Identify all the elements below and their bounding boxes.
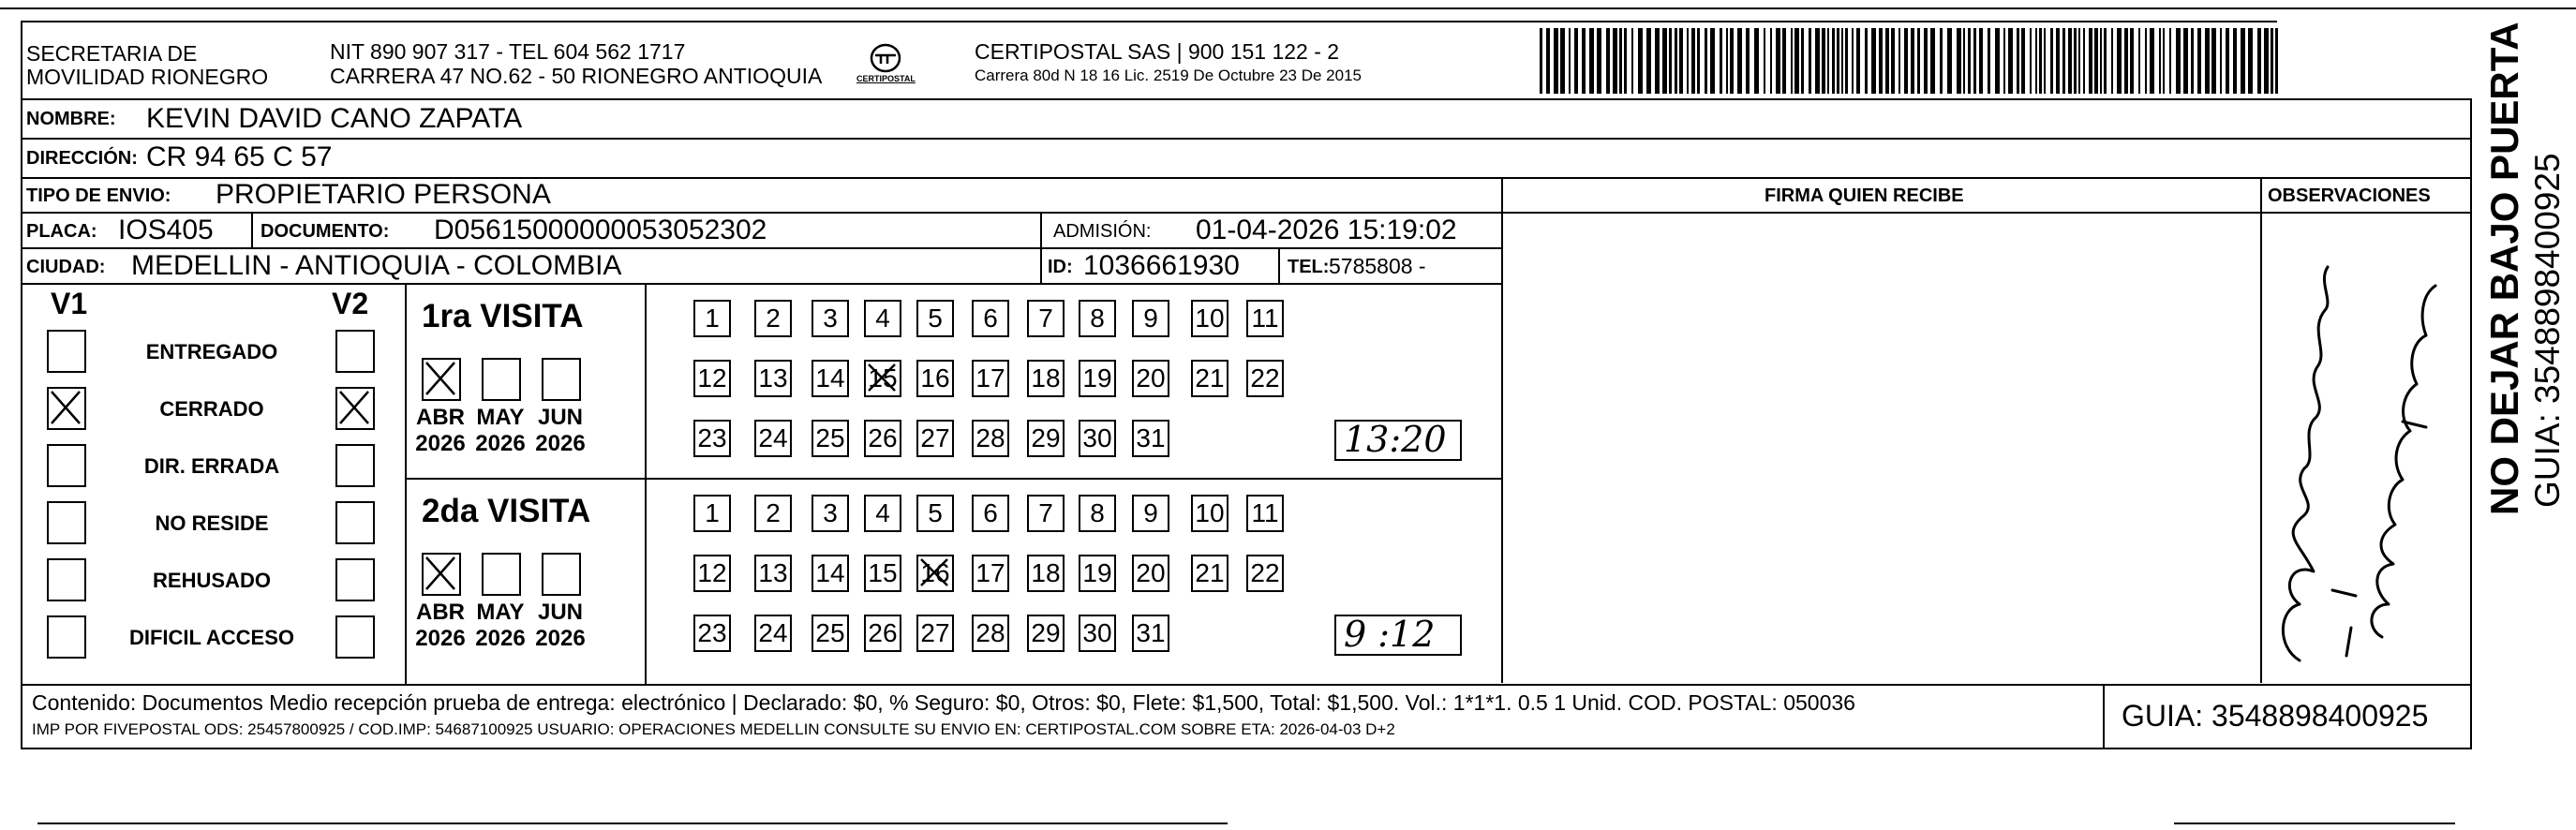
barcode-bar xyxy=(2089,28,2092,94)
v2-checkbox[interactable] xyxy=(335,444,375,487)
barcode-bar xyxy=(1560,28,1565,94)
day-cell[interactable]: 8 xyxy=(1079,300,1116,337)
reason-label: ENTREGADO xyxy=(145,340,278,363)
barcode-bar xyxy=(2008,28,2013,94)
barcode-bar xyxy=(2068,28,2072,94)
day-cell[interactable]: 30 xyxy=(1079,615,1116,652)
barcode-bar xyxy=(1791,28,1793,94)
footer-guia: GUIA: 3548898400925 xyxy=(2122,699,2429,733)
month-checkbox[interactable] xyxy=(422,358,461,401)
day-cell[interactable]: 26 xyxy=(864,615,901,652)
month-year: 2026 xyxy=(475,431,526,456)
month-year: 2026 xyxy=(475,626,526,651)
v2-checkbox[interactable] xyxy=(335,330,375,373)
footer-guia-divider xyxy=(2103,684,2105,749)
visit-title: 2da VISITA xyxy=(422,493,591,529)
day-cell[interactable]: 25 xyxy=(812,615,849,652)
barcode-bar xyxy=(1589,28,1594,94)
barcode-bar xyxy=(1995,28,2000,94)
barcode-bar xyxy=(2100,28,2102,94)
day-cell[interactable]: 5 xyxy=(916,495,954,532)
barcode-bar xyxy=(2211,28,2216,94)
ciudad-label: CIUDAD: xyxy=(26,257,106,277)
row-rule-4 xyxy=(21,212,1501,214)
day-cell[interactable]: 24 xyxy=(754,420,792,457)
barcode-bar xyxy=(1691,28,1695,94)
barcode-bar xyxy=(1815,28,1820,94)
day-cell[interactable]: 19 xyxy=(1079,555,1116,592)
day-cell[interactable]: 21 xyxy=(1191,555,1228,592)
day-cell[interactable]: 13 xyxy=(754,555,792,592)
barcode-bar xyxy=(2039,28,2042,94)
barcode-bar xyxy=(1776,28,1780,94)
v1-checkbox[interactable] xyxy=(47,615,86,659)
day-cell[interactable]: 19 xyxy=(1079,360,1116,397)
month-name: MAY xyxy=(476,600,525,625)
month-checkbox[interactable] xyxy=(542,358,581,401)
barcode-bar xyxy=(1574,28,1578,94)
barcode-bar xyxy=(2197,28,2201,94)
visit-title: 1ra VISITA xyxy=(422,298,584,334)
day-cell[interactable]: 28 xyxy=(972,420,1009,457)
frame-right xyxy=(2470,98,2472,749)
reason-label: DIFICIL ACCESO xyxy=(128,626,294,649)
barcode-bar xyxy=(1940,28,1943,94)
nit-line: NIT 890 907 317 - TEL 604 562 1717 xyxy=(330,39,686,64)
barcode-bar xyxy=(1675,28,1677,94)
barcode-bar xyxy=(1841,28,1843,94)
barcode-bar xyxy=(1782,28,1786,94)
barcode-bar xyxy=(1687,28,1689,94)
barcode-bar xyxy=(1710,28,1715,94)
day-cell[interactable]: 8 xyxy=(1079,495,1116,532)
barcode-bar xyxy=(1655,28,1660,94)
barcode-bar xyxy=(1764,28,1765,94)
nombre-value: KEVIN DAVID CANO ZAPATA xyxy=(146,103,523,134)
v1-checkbox[interactable] xyxy=(47,501,86,544)
month-year: 2026 xyxy=(535,431,586,456)
v2-checkbox[interactable] xyxy=(335,615,375,659)
day-cell[interactable]: 23 xyxy=(693,615,731,652)
barcode-bar xyxy=(2169,28,2171,94)
month-checkbox[interactable] xyxy=(482,553,521,596)
barcode-bar xyxy=(2030,28,2032,94)
day-cell[interactable]: 28 xyxy=(972,615,1009,652)
v2-label: V2 xyxy=(332,287,369,320)
barcode-bar xyxy=(2191,28,2194,94)
firma-left-border xyxy=(1501,177,1503,683)
barcode-bar xyxy=(1891,28,1895,94)
barcode-bar xyxy=(1662,28,1667,94)
day-cell[interactable]: 12 xyxy=(693,360,731,397)
no-dejar-bajo-puerta: NO DEJAR BAJO PUERTA xyxy=(2482,22,2526,515)
address-line: CARRERA 47 NO.62 - 50 RIONEGRO ANTIOQUIA xyxy=(330,64,823,88)
company-sub: Carrera 80d N 18 16 Lic. 2519 De Octubre 23 De 2015 xyxy=(975,67,1362,84)
tipo-value: PROPIETARIO PERSONA xyxy=(216,179,551,210)
day-cell[interactable]: 29 xyxy=(1027,420,1065,457)
barcode-bar xyxy=(2241,28,2245,94)
barcode-bar xyxy=(1794,28,1799,94)
day-cell[interactable]: 6 xyxy=(972,495,1009,532)
day-cross-mark xyxy=(866,362,900,395)
placa-value: IOS405 xyxy=(118,215,214,245)
admision-divider xyxy=(1040,212,1042,283)
barcode-bar xyxy=(2183,28,2188,94)
barcode-bar xyxy=(2145,28,2147,94)
v1-checkbox[interactable] xyxy=(47,387,86,430)
month-name: ABR xyxy=(416,600,465,625)
barcode-bar xyxy=(1638,28,1643,94)
day-cell[interactable]: 16 xyxy=(916,555,954,592)
imp-text: IMP POR FIVEPOSTAL ODS: 25457800925 / COD.IMP: 54687100925 USUARIO: OPERACIONES MEDELLIN CONSULTE SU ENVIO EN: CERTIPOSTAL.COM SOBRE ETA: 2026-04-03 D+2 xyxy=(32,720,1395,738)
day-cell[interactable]: 7 xyxy=(1027,300,1065,337)
barcode-bar xyxy=(1917,28,1920,94)
observaciones-label: OBSERVACIONES xyxy=(2268,185,2431,206)
day-cell[interactable]: 9 xyxy=(1132,300,1169,337)
barcode-bar xyxy=(1582,28,1586,94)
barcode-bar xyxy=(1856,28,1860,94)
barcode-bar xyxy=(2130,28,2134,94)
side-guia: GUIA: 3548898400925 xyxy=(2528,153,2567,508)
bottom-rule-b xyxy=(2174,823,2455,824)
reason-label: DIR. ERRADA xyxy=(143,454,280,478)
barcode-bar xyxy=(1968,28,1971,94)
v2-checkbox[interactable] xyxy=(335,558,375,601)
barcode-bar xyxy=(2205,28,2210,94)
tel-label: TEL: xyxy=(1288,257,1330,277)
barcode-bar xyxy=(2117,28,2122,94)
month-name: MAY xyxy=(476,405,525,430)
barcode-bar xyxy=(2074,28,2077,94)
day-cell[interactable]: 3 xyxy=(812,300,849,337)
barcode-bar xyxy=(2003,28,2005,94)
month-name: ABR xyxy=(416,405,465,430)
barcode-bar xyxy=(2124,28,2128,94)
barcode-bar xyxy=(1737,28,1742,94)
day-cell[interactable]: 2 xyxy=(754,300,792,337)
barcode-bar xyxy=(1679,28,1683,94)
day-cell[interactable]: 30 xyxy=(1079,420,1116,457)
barcode-bar xyxy=(1631,28,1633,94)
month-name: JUN xyxy=(537,405,583,430)
day-cell[interactable]: 31 xyxy=(1132,615,1169,652)
barcode-bar xyxy=(1669,28,1672,94)
barcode-bar xyxy=(2050,28,2053,94)
day-cell[interactable]: 5 xyxy=(916,300,954,337)
reason-label: CERRADO xyxy=(159,397,264,421)
v1-checkbox[interactable] xyxy=(47,444,86,487)
month-checkbox[interactable] xyxy=(482,358,521,401)
barcode-bar xyxy=(2044,28,2046,94)
row-rule-2 xyxy=(21,138,2472,140)
logo-text: CERTIPOSTAL xyxy=(856,74,916,83)
placa-divider xyxy=(251,212,253,247)
obs-header-rule xyxy=(1501,212,2472,214)
barcode-bar xyxy=(1898,28,1900,94)
day-cell[interactable]: 16 xyxy=(916,360,954,397)
barcode-bar xyxy=(1705,28,1707,94)
admision-label: ADMISIÓN: xyxy=(1053,221,1152,242)
barcode-bar xyxy=(1957,28,1961,94)
barcode-bar xyxy=(2062,28,2065,94)
barcode-bar xyxy=(2257,28,2261,94)
tel-divider xyxy=(1278,247,1280,283)
barcode-bar xyxy=(1569,28,1571,94)
barcode-bar xyxy=(1885,28,1889,94)
day-cell[interactable]: 14 xyxy=(812,360,849,397)
barcode-bar xyxy=(1845,28,1848,94)
barcode-bar xyxy=(2021,28,2025,94)
barcode-bar xyxy=(2264,28,2269,94)
barcode-bar xyxy=(1754,28,1759,94)
barcode-bar xyxy=(1546,28,1550,94)
day-cell[interactable]: 7 xyxy=(1027,495,1065,532)
contenido-text: Contenido: Documentos Medio recepción prueba de entrega: electrónico | Declarado: $0, % Seguro: $0, Otros: $0, Flete: $1,500, Total: $1,500. Vol.: 1*1*1. 0.5 1 Unid. COD. POSTAL: 050036 xyxy=(32,690,1855,715)
day-cell[interactable]: 24 xyxy=(754,615,792,652)
documento-label: DOCUMENTO: xyxy=(261,221,390,242)
day-cell[interactable]: 4 xyxy=(864,495,901,532)
barcode-bar xyxy=(1697,28,1700,94)
barcode-bar xyxy=(1540,28,1542,94)
day-cell[interactable]: 27 xyxy=(916,615,954,652)
barcode-bar xyxy=(1924,28,1928,94)
frame-left xyxy=(21,21,22,749)
barcode-bar xyxy=(1979,28,1983,94)
day-cell[interactable]: 11 xyxy=(1246,300,1284,337)
day-cell[interactable]: 23 xyxy=(693,420,731,457)
barcode-bar xyxy=(1619,28,1622,94)
barcode-bar xyxy=(1613,28,1617,94)
day-cell[interactable]: 22 xyxy=(1246,360,1284,397)
barcode-bar xyxy=(1963,28,1965,94)
month-year: 2026 xyxy=(415,431,466,456)
barcode-bar xyxy=(1801,28,1804,94)
barcode-bar xyxy=(1832,28,1835,94)
barcode-bar xyxy=(1827,28,1829,94)
id-label: ID: xyxy=(1048,257,1073,277)
barcode-bar xyxy=(1726,28,1728,94)
barcode-bar xyxy=(2094,28,2098,94)
top-rule xyxy=(0,7,2576,9)
admision-value: 01-04-2026 15:19:02 xyxy=(1196,215,1457,245)
barcode-bar xyxy=(1746,28,1750,94)
barcode-bar xyxy=(1947,28,1952,94)
placa-label: PLACA: xyxy=(26,221,97,242)
row-rule-6 xyxy=(21,283,1501,285)
visit-separator xyxy=(405,478,1501,480)
tel-value: 5785808 - xyxy=(1329,254,1426,278)
barcode-bar xyxy=(1822,28,1825,94)
day-cell[interactable]: 3 xyxy=(812,495,849,532)
day-cell[interactable]: 10 xyxy=(1191,300,1228,337)
v2-checkbox[interactable] xyxy=(335,387,375,430)
reason-label: NO RESIDE xyxy=(155,511,269,535)
firma-label: FIRMA QUIEN RECIBE xyxy=(1764,185,1964,206)
direccion-value: CR 94 65 C 57 xyxy=(146,141,333,172)
v1-checkbox[interactable] xyxy=(47,558,86,601)
day-cell[interactable]: 9 xyxy=(1132,495,1169,532)
day-cell[interactable]: 17 xyxy=(972,360,1009,397)
barcode-bar xyxy=(2104,28,2107,94)
day-cell[interactable]: 15 xyxy=(864,360,901,397)
day-cell[interactable]: 31 xyxy=(1132,420,1169,457)
barcode-bar xyxy=(1988,28,1990,94)
day-cell[interactable]: 17 xyxy=(972,555,1009,592)
handwritten-time: 13:20 xyxy=(1344,419,1447,460)
issuer-line-2: MOVILIDAD RIONEGRO xyxy=(26,65,269,89)
documento-value: D05615000000053052302 xyxy=(434,215,767,245)
day-cell[interactable]: 1 xyxy=(693,495,731,532)
months-right-border xyxy=(645,283,647,684)
visits-left-border xyxy=(405,283,407,684)
day-cell[interactable]: 25 xyxy=(812,420,849,457)
barcode-bar xyxy=(2035,28,2037,94)
v1-checkbox[interactable] xyxy=(47,330,86,373)
barcode-bar xyxy=(1809,28,1811,94)
handwritten-time: 9 :12 xyxy=(1344,614,1436,655)
barcode-bar xyxy=(1720,28,1722,94)
barcode-bar xyxy=(1852,28,1854,94)
v1-label: V1 xyxy=(51,287,88,320)
day-cell[interactable]: 18 xyxy=(1027,360,1065,397)
day-cell[interactable]: 26 xyxy=(864,420,901,457)
day-cell[interactable]: 22 xyxy=(1246,555,1284,592)
day-cell[interactable]: 20 xyxy=(1132,555,1169,592)
day-cell[interactable]: 13 xyxy=(754,360,792,397)
day-cell[interactable]: 2 xyxy=(754,495,792,532)
day-cell[interactable]: 27 xyxy=(916,420,954,457)
day-cell[interactable]: 18 xyxy=(1027,555,1065,592)
barcode-bar xyxy=(2111,28,2113,94)
company-line: CERTIPOSTAL SAS | 900 151 122 - 2 xyxy=(975,39,1340,64)
barcode-bar xyxy=(2226,28,2229,94)
month-year: 2026 xyxy=(535,626,586,651)
barcode-bar xyxy=(1554,28,1558,94)
barcode xyxy=(1540,28,2284,94)
barcode-bar xyxy=(1646,28,1651,94)
barcode-bar xyxy=(2275,28,2278,94)
day-cell[interactable]: 1 xyxy=(693,300,731,337)
day-cell[interactable]: 29 xyxy=(1027,615,1065,652)
barcode-bar xyxy=(1865,28,1868,94)
frame-top xyxy=(21,21,2277,22)
barcode-bar xyxy=(1871,28,1876,94)
barcode-bar xyxy=(1837,28,1839,94)
nombre-label: NOMBRE: xyxy=(26,109,116,129)
barcode-bar xyxy=(1904,28,1908,94)
barcode-bar xyxy=(2271,28,2273,94)
barcode-bar xyxy=(1606,28,1610,94)
day-cell[interactable]: 10 xyxy=(1191,495,1228,532)
day-cell[interactable]: 14 xyxy=(812,555,849,592)
barcode-bar xyxy=(1879,28,1883,94)
barcode-bar xyxy=(1770,28,1772,94)
direccion-label: DIRECCIÓN: xyxy=(26,148,138,169)
day-cell[interactable]: 11 xyxy=(1246,495,1284,532)
day-cell[interactable]: 20 xyxy=(1132,360,1169,397)
day-cell[interactable]: 12 xyxy=(693,555,731,592)
barcode-bar xyxy=(2150,28,2154,94)
handwritten-observation xyxy=(2262,234,2470,674)
month-checkbox[interactable] xyxy=(542,553,581,596)
barcode-bar xyxy=(1973,28,1976,94)
barcode-bar xyxy=(2233,28,2237,94)
row-rule-1 xyxy=(21,98,2472,100)
barcode-bar xyxy=(2163,28,2165,94)
day-cell[interactable]: 15 xyxy=(864,555,901,592)
barcode-bar xyxy=(2248,28,2253,94)
barcode-bar xyxy=(2159,28,2161,94)
barcode-bar xyxy=(1730,28,1734,94)
day-cell[interactable]: 6 xyxy=(972,300,1009,337)
barcode-bar xyxy=(2017,28,2019,94)
month-year: 2026 xyxy=(415,626,466,651)
month-name: JUN xyxy=(537,600,583,625)
day-cell[interactable]: 4 xyxy=(864,300,901,337)
day-cell[interactable]: 21 xyxy=(1191,360,1228,397)
barcode-bar xyxy=(2138,28,2140,94)
reason-label: REHUSADO xyxy=(153,569,271,592)
issuer-line-1: SECRETARIA DE xyxy=(26,41,198,66)
barcode-bar xyxy=(1911,28,1914,94)
barcode-bar xyxy=(2176,28,2181,94)
certipostal-logo xyxy=(853,41,918,90)
barcode-bar xyxy=(2078,28,2080,94)
barcode-bar xyxy=(1930,28,1935,94)
ciudad-value: MEDELLIN - ANTIOQUIA - COLOMBIA xyxy=(131,250,622,281)
month-checkbox[interactable] xyxy=(422,553,461,596)
v2-checkbox[interactable] xyxy=(335,501,375,544)
barcode-bar xyxy=(2056,28,2060,94)
tipo-label: TIPO DE ENVIO: xyxy=(26,185,171,206)
bottom-rule-a xyxy=(37,823,1228,824)
barcode-bar xyxy=(2220,28,2222,94)
id-value: 1036661930 xyxy=(1083,250,1240,281)
barcode-bar xyxy=(2083,28,2085,94)
barcode-bar xyxy=(1597,28,1601,94)
day-cross-mark xyxy=(918,556,952,590)
barcode-bar xyxy=(1624,28,1627,94)
